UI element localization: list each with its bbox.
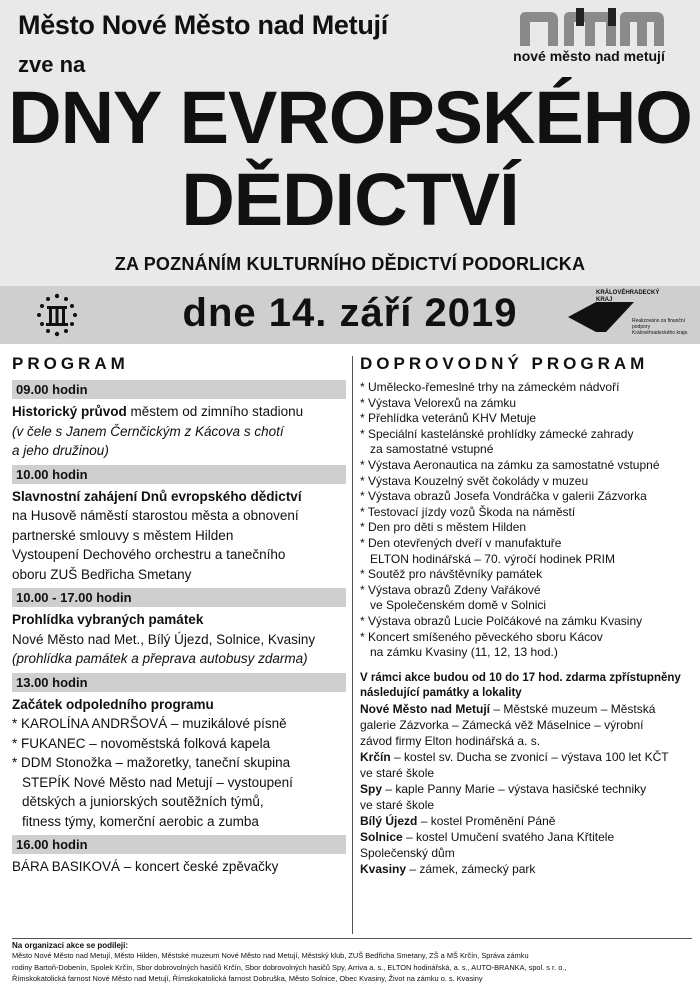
side-program-item: * Přehlídka veteránů KHV Metuje — [360, 411, 537, 426]
plain-text: ve staré škole — [360, 765, 435, 780]
heritage-place-line — [360, 845, 692, 861]
heritage-place-line — [360, 781, 692, 797]
heritage-place-line — [360, 861, 692, 877]
heritage-note: V rámci akce budou od 10 do 17 hod. zdarma zpřístupněny následující památky a lokality — [360, 671, 681, 699]
plain-text: fitness týmy, komerční aerobic a zumba — [22, 813, 259, 829]
plain-text: – kostel sv. Ducha se zvonicí – výstava 100 let KČT — [390, 749, 669, 764]
italic-text: (prohlídka památek a přeprava autobusy zdarma) — [12, 651, 308, 666]
program-line — [12, 441, 346, 461]
plain-text: * KAROLÍNA ANDRŠOVÁ – muzikálové písně — [12, 716, 287, 731]
heritage-place-line — [360, 701, 692, 717]
plain-text: * FUKANEC – novoměstská folková kapela — [12, 735, 271, 751]
program-line — [12, 734, 346, 754]
side-program-item: * Výstava obrazů Lucie Polčákové na zámku Kvasiny — [360, 613, 643, 628]
plain-text: dětských a juniorských soutěžních týmů, — [22, 794, 264, 809]
side-program-item: na zámku Kvasiny (11, 12, 13 hod.) — [360, 645, 558, 660]
plain-text: – zámek, zámecký park — [406, 861, 536, 876]
side-program-item: * Výstava Velorexů na zámku — [360, 395, 517, 410]
program-time: 10.00 hodin — [12, 465, 346, 484]
plain-text: závod firmy Elton hodinářská a. s. — [360, 733, 541, 748]
program-line — [12, 714, 346, 734]
program-time: 09.00 hodin — [12, 380, 346, 399]
bold-text: Prohlídka vybraných památek — [12, 612, 204, 627]
bold-text: Nové Město nad Metují — [360, 701, 491, 716]
town-logo — [494, 8, 684, 70]
plain-text: Nové Město nad Met., Bílý Újezd, Solnice, Kvasiny — [12, 631, 316, 647]
program-line — [12, 857, 346, 877]
plain-text: – Městské muzeum – Městská — [490, 701, 656, 716]
organizers-line: rodiny Bartoň-Dobenín, Spolek Krčín, Sbor dobrovolných hasičů Krčín, Sbor dobrovolných hasičů Spy, Arriva a. s., ELTON hodinářská, a. s., AUTO-BRANKA, spol. s r. o., — [12, 962, 567, 972]
organizer-heading: Město Nové Město nad Metují — [18, 10, 388, 40]
plain-text: – kostel Umučení svatého Jana Křtitele — [402, 829, 615, 844]
plain-text: * DDM Stonožka – mažoretky, taneční skupina — [12, 755, 291, 770]
plain-text: ve staré škole — [360, 797, 435, 812]
bold-text: Solnice — [360, 829, 403, 844]
plain-text: STEPÍK Nové Město nad Metují – vystoupení — [22, 774, 293, 790]
program-line — [12, 545, 346, 565]
bold-text: Historický průvod — [12, 404, 127, 419]
italic-text: a jeho družinou) — [12, 443, 109, 458]
heritage-place-line — [360, 829, 692, 845]
bold-text: Kvasiny — [360, 861, 407, 876]
side-program-item: * Výstava Kouzelný svět čokolády v muzeu — [360, 473, 589, 488]
side-program-item: * Soutěž pro návštěvníky památek — [360, 567, 543, 582]
heritage-place-line — [360, 813, 692, 829]
bold-text: Spy — [360, 781, 383, 796]
heritage-place-line — [360, 717, 692, 733]
event-title-line1: DNY EVROPSKÉHO — [8, 76, 692, 159]
bold-text: Začátek odpoledního programu — [12, 696, 214, 712]
plain-text: – kostel Proměnění Páně — [417, 813, 556, 828]
region-note: Realizováno za finanční podpory Královéhradeckého kraje. — [632, 318, 689, 336]
heritage-place-line — [360, 749, 692, 765]
plain-text: galerie Zázvorka – Zámecká věž Máselnice – výrobní — [360, 717, 644, 732]
program-line — [12, 773, 346, 793]
italic-text: (v čele s Janem Černčickým z Kácova s chotí — [12, 423, 284, 439]
bold-text: Krčín — [360, 749, 391, 764]
region-logo-icon — [566, 300, 636, 334]
side-program-item: * Testovací jízdy vozů Škoda na náměstí — [360, 504, 576, 519]
program-line — [12, 565, 346, 585]
program-line — [12, 526, 346, 546]
organizers-heading: Na organizaci akce se podílejí: — [12, 941, 129, 950]
column-divider — [352, 356, 353, 934]
program-time: 10.00 - 17.00 hodin — [12, 588, 346, 607]
program-line — [12, 695, 346, 715]
program-line — [12, 792, 346, 812]
plain-text: oboru ZUŠ Bedřicha Smetany — [12, 566, 192, 582]
side-program-item: za samostatné vstupné — [360, 442, 494, 457]
program-line — [12, 487, 346, 507]
bold-text: Slavnostní zahájení Dnů evropského dědictví — [12, 488, 302, 504]
program-line — [12, 506, 346, 526]
side-program-item: * Výstava Aeronautica na zámku za samostatné vstupné — [360, 457, 660, 472]
heritage-place-line — [360, 765, 692, 781]
program-line — [12, 812, 346, 832]
side-program-item: * Umělecko-řemeslné trhy na zámeckém nádvoří — [360, 380, 620, 394]
town-logo-text: nové město nad metují — [513, 48, 665, 64]
program-line — [12, 630, 346, 650]
organizers-line: Město Nové Město nad Metují, Město Hilden, Městské muzeum Nové Město nad Metují, Městský klub, ZUŠ Bedřicha Smetany, ZŠ a MŠ Krčín, Správa zámku — [12, 951, 529, 960]
plain-text: – kaple Panny Marie – výstava hasičské techniky — [382, 781, 647, 796]
side-program-title: DOPROVODNÝ PROGRAM — [360, 354, 649, 373]
side-program-list — [360, 380, 692, 661]
program-line — [12, 610, 346, 630]
plain-text: partnerské smlouvy s městem Hilden — [12, 527, 234, 543]
heritage-place-line — [360, 733, 692, 749]
side-program-item: * Koncert smíšeného pěveckého sboru Kácov — [360, 629, 603, 644]
program-time: 13.00 hodin — [12, 673, 346, 692]
region-name: KRÁLOVÉHRADECKÝ KRAJ — [596, 290, 660, 303]
plain-text: Vystoupení Dechového orchestru a tanečního — [12, 547, 286, 562]
town-logo-icon — [516, 8, 666, 48]
program-column — [12, 354, 346, 877]
side-program-item: * Den pro děti s městem Hilden — [360, 520, 527, 535]
plain-text: na Husově náměstí starostou města a obnovení — [12, 508, 299, 523]
program-time: 16.00 hodin — [12, 835, 346, 854]
side-program-item: * Den otevřených dveří v manufaktuře — [360, 535, 562, 550]
event-date: dne 14. září 2019 — [182, 291, 518, 335]
side-program-column — [360, 354, 692, 877]
organizers-list — [12, 950, 692, 985]
side-program-item: * Speciální kastelánské prohlídky zámecké zahrady — [360, 426, 634, 441]
plain-text: BÁRA BASIKOVÁ – koncert české zpěvačky — [12, 859, 279, 874]
program-line — [12, 422, 346, 442]
side-program-item: ELTON hodinářská – 70. výročí hodinek PRIM — [360, 551, 616, 566]
event-title-line2: DĚDICTVÍ — [181, 158, 519, 241]
bold-text: Bílý Újezd — [360, 813, 418, 828]
organizers-footer — [12, 938, 692, 985]
program-line — [12, 753, 346, 773]
heritage-places — [360, 701, 692, 877]
program-line — [12, 649, 346, 669]
side-program-item: * Výstava obrazů Josefa Vondráčka v galerii Zázvorka — [360, 489, 647, 504]
plain-text: městem od zimního stadionu — [126, 404, 304, 419]
side-program-item: ve Společenském domě v Solnici — [360, 598, 547, 613]
plain-text: Společenský dům — [360, 845, 455, 860]
organizers-line: Římskokatolická farnost Nové Město nad Metují, Římskokatolická farnost Dobruška, Město Solnice, Obec Kvasiny, Život na zámku o. s. Kvasiny — [12, 974, 483, 983]
invite-text: zve na — [18, 52, 86, 77]
program-blocks — [12, 380, 346, 877]
program-title: PROGRAM — [12, 354, 129, 373]
event-subtitle: ZA POZNÁNÍM KULTURNÍHO DĚDICTVÍ PODORLICKA — [114, 254, 586, 274]
program-line — [12, 402, 346, 422]
heritage-place-line — [360, 797, 692, 813]
side-program-item: * Výstava obrazů Zdeny Vařákové — [360, 582, 541, 597]
